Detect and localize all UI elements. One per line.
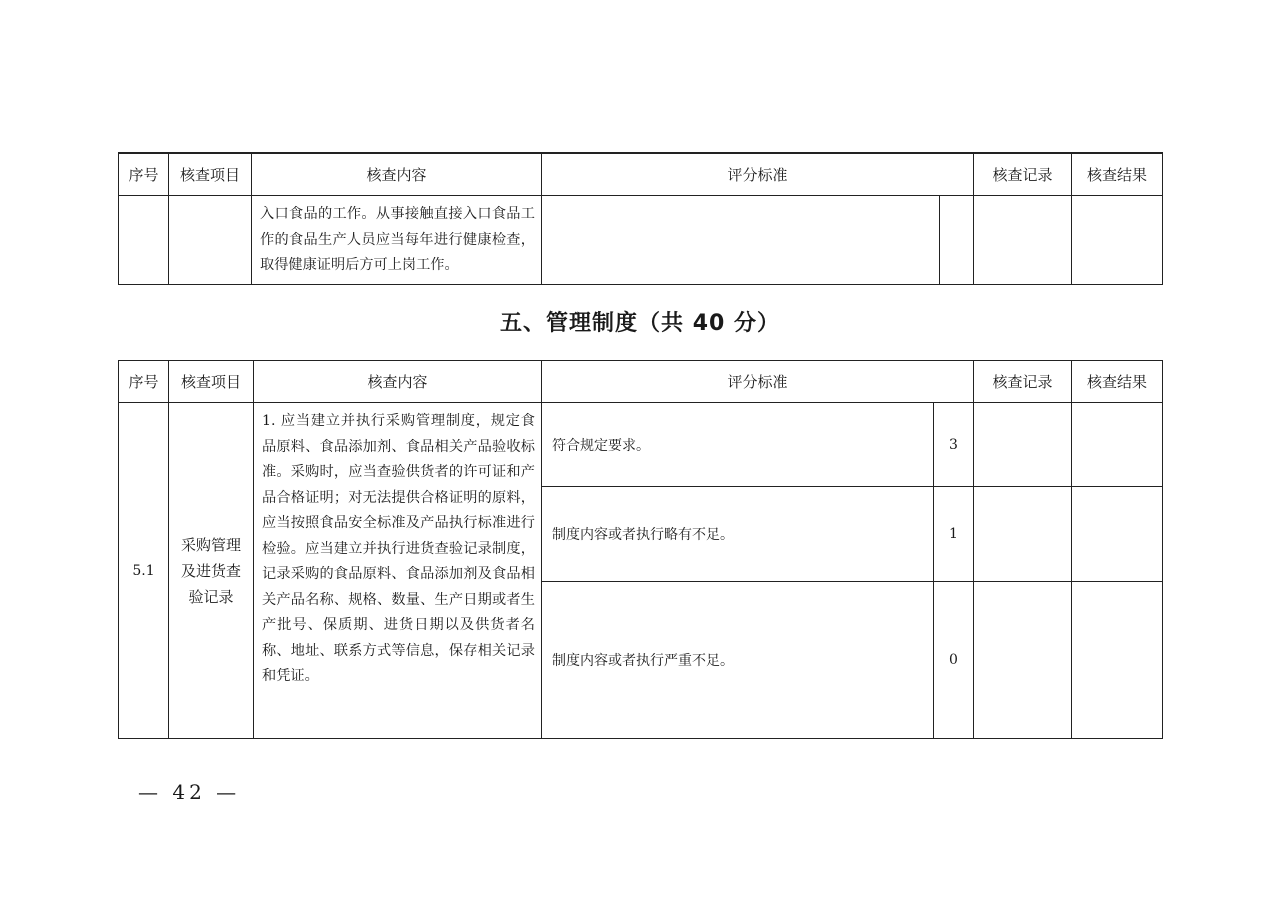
header-content: 核查内容 xyxy=(252,153,542,196)
criterion-text: 符合规定要求。 xyxy=(542,403,934,487)
header-result: 核查结果 xyxy=(1072,153,1163,196)
item-cell: 采购管理及进货查验记录 xyxy=(169,403,254,739)
table-header-row xyxy=(119,153,1163,196)
score-cell xyxy=(940,196,974,285)
header-seq: 序号 xyxy=(119,361,169,403)
header-content: 核查内容 xyxy=(254,361,542,403)
header-record: 核查记录 xyxy=(974,153,1072,196)
criterion-score: 0 xyxy=(934,582,974,739)
criterion-score: 3 xyxy=(934,403,974,487)
content-cell: 1. 应当建立并执行采购管理制度，规定食品原料、食品添加剂、食品相关产品验收标准。采购时，应当查验供货者的许可证和产品合格证明；对无法提供合格证明的原料，应当按照食品安全标准及产品执行标准进行检验。应当建立并执行进货查验记录制度，记录采购的食品原料、食品添加剂及食品相关产品名称、规格、数量、生产日期或者生产批号、保质期、进货日期以及供货者名称、地址、联系方式等信息，保存相关记录和凭证。 xyxy=(254,403,542,739)
inspection-table xyxy=(118,360,1163,739)
result-cell xyxy=(1072,582,1163,739)
record-cell xyxy=(974,196,1072,285)
item-cell xyxy=(169,196,252,285)
seq-cell xyxy=(119,196,169,285)
header-standard: 评分标准 xyxy=(542,153,974,196)
header-item: 核查项目 xyxy=(169,361,254,403)
header-standard: 评分标准 xyxy=(542,361,974,403)
table-row xyxy=(119,403,1163,487)
header-result: 核查结果 xyxy=(1072,361,1163,403)
criterion-text: 制度内容或者执行严重不足。 xyxy=(542,582,934,739)
header-record: 核查记录 xyxy=(974,361,1072,403)
record-cell xyxy=(974,582,1072,739)
page-number: — 42 — xyxy=(138,780,241,804)
section-title: 五、管理制度（共 40 分） xyxy=(500,311,780,336)
criterion-text: 制度内容或者执行略有不足。 xyxy=(542,487,934,582)
inspection-table-continued xyxy=(118,152,1163,285)
record-cell xyxy=(974,487,1072,582)
table-row xyxy=(119,196,1163,285)
result-cell xyxy=(1072,403,1163,487)
seq-cell: 5.1 xyxy=(119,403,169,739)
header-seq: 序号 xyxy=(119,153,169,196)
result-cell xyxy=(1072,196,1163,285)
criterion-score: 1 xyxy=(934,487,974,582)
record-cell xyxy=(974,403,1072,487)
result-cell xyxy=(1072,487,1163,582)
table-header-row xyxy=(119,361,1163,403)
standard-cell xyxy=(542,196,940,285)
content-cell: 入口食品的工作。从事接触直接入口食品工作的食品生产人员应当每年进行健康检查，取得健康证明后方可上岗工作。 xyxy=(252,196,542,285)
header-item: 核查项目 xyxy=(169,153,252,196)
